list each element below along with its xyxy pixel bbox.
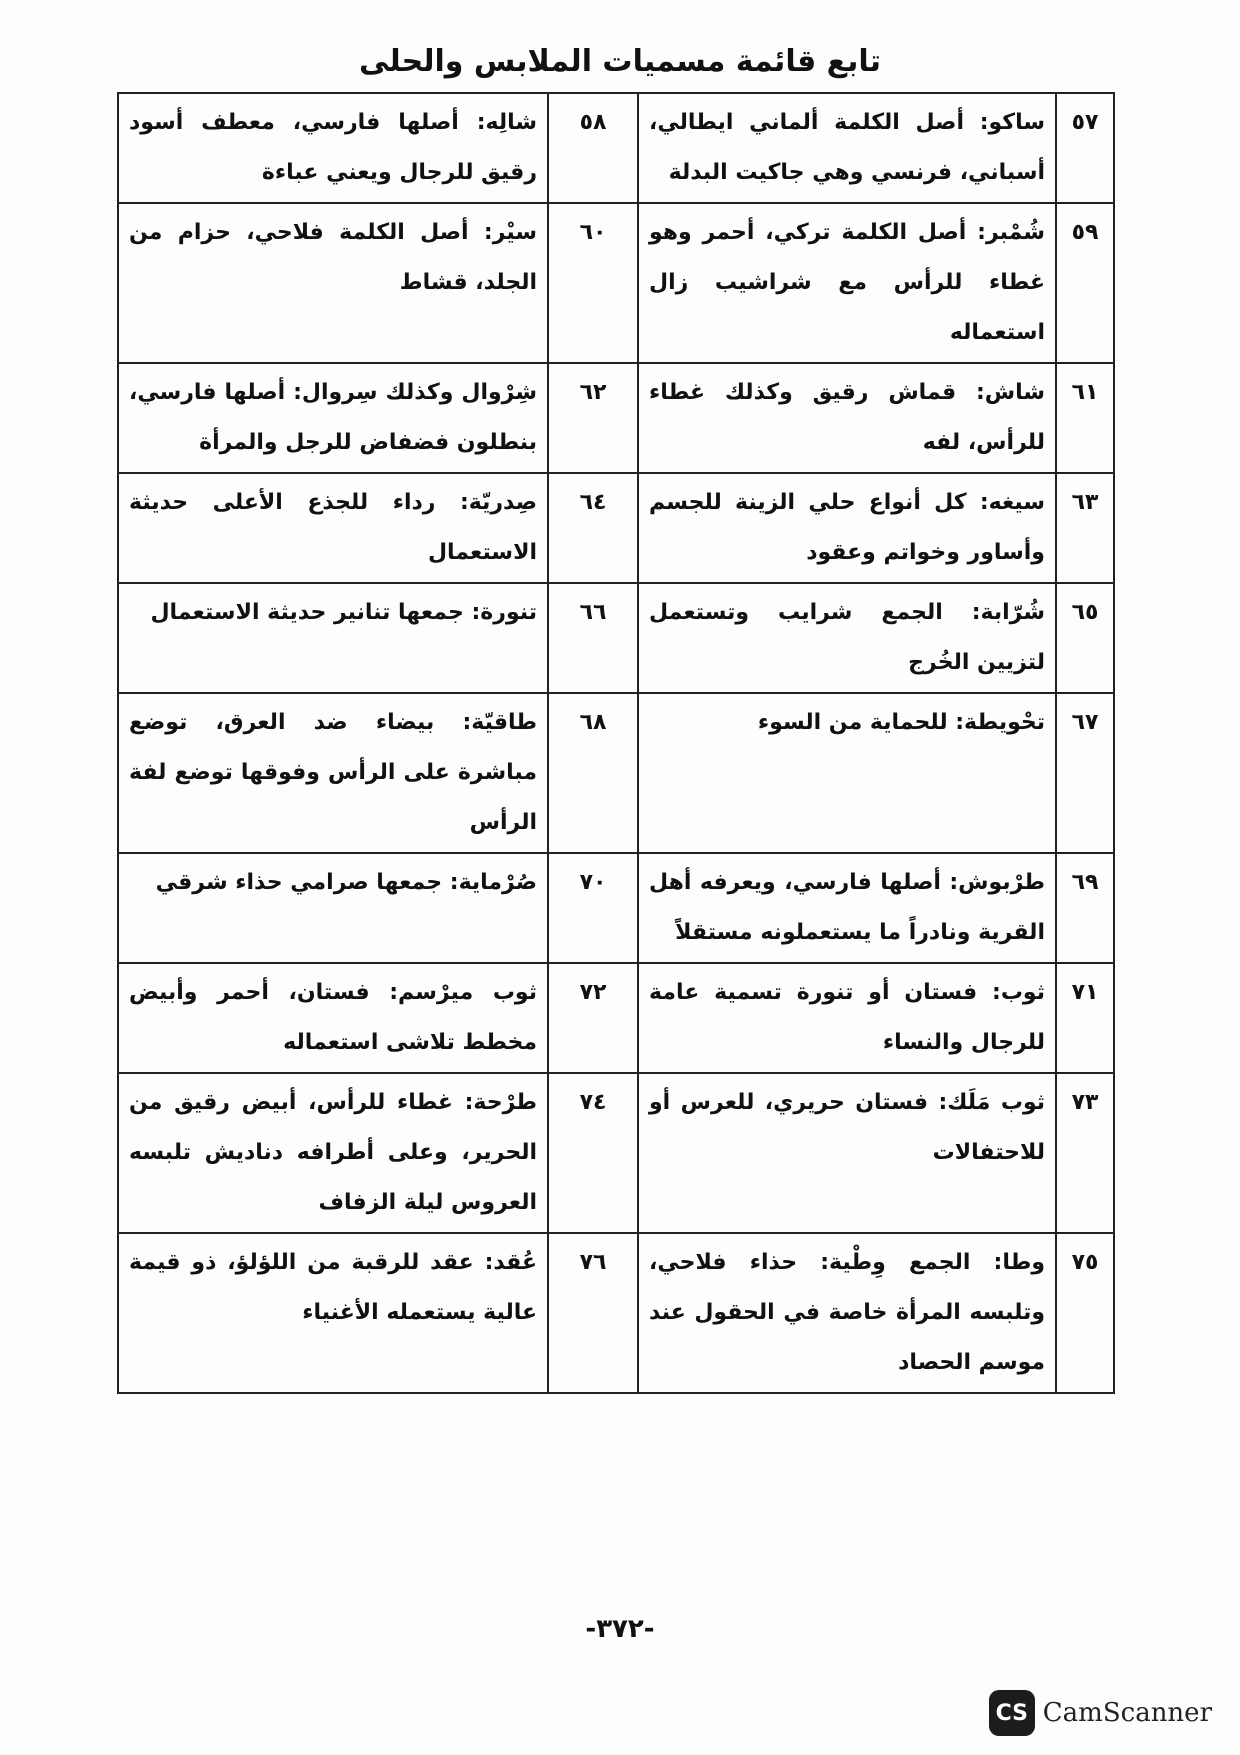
camscanner-brand-text: CamScanner bbox=[1042, 1698, 1212, 1728]
table-row bbox=[118, 693, 1114, 853]
entry-definition: صِدريّة: رداء للجذع الأعلى حديثة الاستعمال bbox=[118, 473, 548, 583]
entry-number: ٦٢ bbox=[548, 363, 638, 473]
entry-number: ٧١ bbox=[1056, 963, 1114, 1073]
entry-number: ٦٤ bbox=[548, 473, 638, 583]
table-row bbox=[118, 203, 1114, 363]
camscanner-logo-icon: CS bbox=[989, 1690, 1035, 1736]
entry-definition: ثوب: فستان أو تنورة تسمية عامة للرجال والنساء bbox=[638, 963, 1056, 1073]
entry-number: ٦٣ bbox=[1056, 473, 1114, 583]
entry-number: ٥٧ bbox=[1056, 93, 1114, 203]
entry-number: ٧٠ bbox=[548, 853, 638, 963]
entry-definition: سيْر: أصل الكلمة فلاحي، حزام من الجلد، قشاط bbox=[118, 203, 548, 363]
entry-number: ٧٤ bbox=[548, 1073, 638, 1233]
entry-number: ٦٠ bbox=[548, 203, 638, 363]
entry-definition: سيغه: كل أنواع حلي الزينة للجسم وأساور وخواتم وعقود bbox=[638, 473, 1056, 583]
page-number: -٣٧٢- bbox=[585, 1614, 655, 1644]
table-row bbox=[118, 1233, 1114, 1393]
entry-definition: تحْويطة: للحماية من السوء bbox=[638, 693, 1056, 853]
entry-definition: صُرْماية: جمعها صرامي حذاء شرقي bbox=[118, 853, 548, 963]
entry-definition: شُرّابة: الجمع شرايب وتستعمل لتزيين الخُرج bbox=[638, 583, 1056, 693]
entry-number: ٧٥ bbox=[1056, 1233, 1114, 1393]
entry-number: ٧٢ bbox=[548, 963, 638, 1073]
entry-definition: شاش: قماش رقيق وكذلك غطاء للرأس، لفه bbox=[638, 363, 1056, 473]
table-row bbox=[118, 583, 1114, 693]
entry-definition: تنورة: جمعها تنانير حديثة الاستعمال bbox=[118, 583, 548, 693]
camscanner-watermark bbox=[989, 1690, 1212, 1736]
table-row bbox=[118, 93, 1114, 203]
table-row bbox=[118, 473, 1114, 583]
entry-definition: شُمْبر: أصل الكلمة تركي، أحمر وهو غطاء للرأس مع شراشيب زال استعماله bbox=[638, 203, 1056, 363]
entry-definition: طاقيّة: بيضاء ضد العرق، توضع مباشرة على الرأس وفوقها توضع لفة الرأس bbox=[118, 693, 548, 853]
entry-number: ٦٥ bbox=[1056, 583, 1114, 693]
entry-number: ٧٦ bbox=[548, 1233, 638, 1393]
entry-number: ٦٧ bbox=[1056, 693, 1114, 853]
table-row bbox=[118, 963, 1114, 1073]
entry-number: ٦٩ bbox=[1056, 853, 1114, 963]
entry-definition: شِرْوال وكذلك سِروال: أصلها فارسي، بنطلون فضفاض للرجل والمرأة bbox=[118, 363, 548, 473]
entry-definition: طرْبوش: أصلها فارسي، ويعرفه أهل القرية ونادراً ما يستعملونه مستقلاً bbox=[638, 853, 1056, 963]
entry-number: ٥٩ bbox=[1056, 203, 1114, 363]
terms-table bbox=[117, 92, 1115, 1394]
entry-definition: عُقد: عقد للرقبة من اللؤلؤ، ذو قيمة عالية يستعمله الأغنياء bbox=[118, 1233, 548, 1393]
entry-definition: طرْحة: غطاء للرأس، أبيض رقيق من الحرير، وعلى أطرافه دناديش تلبسه العروس ليلة الزفاف bbox=[118, 1073, 548, 1233]
entry-definition: وطا: الجمع وِطْية: حذاء فلاحي، وتلبسه المرأة خاصة في الحقول عند موسم الحصاد bbox=[638, 1233, 1056, 1393]
entry-number: ٥٨ bbox=[548, 93, 638, 203]
entry-definition: ثوب مَلَك: فستان حريري، للعرس أو للاحتفالات bbox=[638, 1073, 1056, 1233]
entry-number: ٧٣ bbox=[1056, 1073, 1114, 1233]
table-row bbox=[118, 853, 1114, 963]
entry-definition: ثوب ميرْسم: فستان، أحمر وأبيض مخطط تلاشى استعماله bbox=[118, 963, 548, 1073]
entry-definition: شالِه: أصلها فارسي، معطف أسود رقيق للرجال ويعني عباءة bbox=[118, 93, 548, 203]
table-row bbox=[118, 363, 1114, 473]
table-row bbox=[118, 1073, 1114, 1233]
entry-number: ٦١ bbox=[1056, 363, 1114, 473]
entry-number: ٦٨ bbox=[548, 693, 638, 853]
page-title: تابع قائمة مسميات الملابس والحلى bbox=[359, 44, 881, 79]
entry-definition: ساكو: أصل الكلمة ألماني ايطالي، أسباني، فرنسي وهي جاكيت البدلة bbox=[638, 93, 1056, 203]
entry-number: ٦٦ bbox=[548, 583, 638, 693]
